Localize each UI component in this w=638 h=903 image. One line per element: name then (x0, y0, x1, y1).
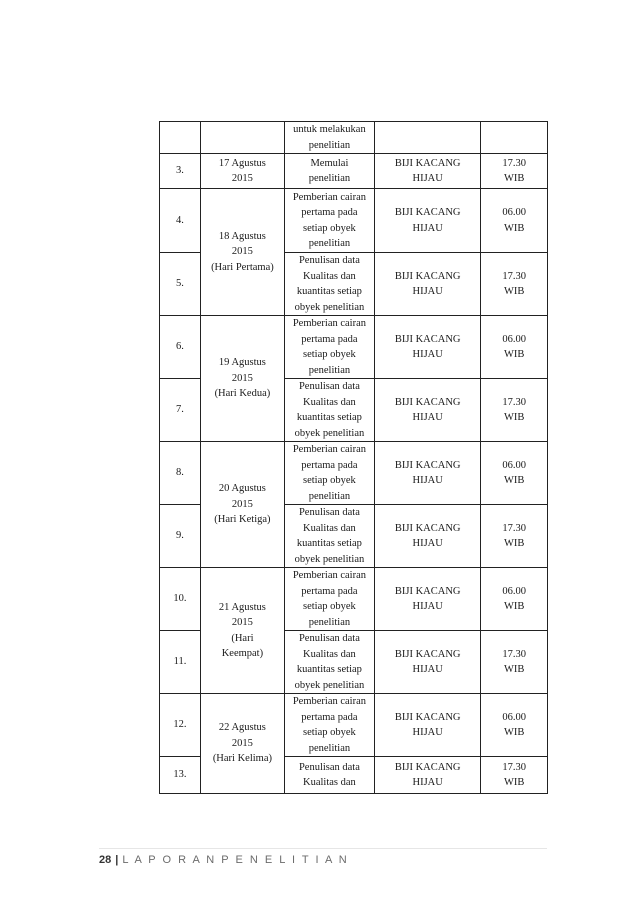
row-number: 7. (160, 379, 201, 442)
row-number: 12. (160, 694, 201, 757)
table-row (160, 442, 548, 505)
row-number (160, 122, 201, 154)
object-cell-line: HIJAU (412, 286, 443, 297)
activity-cell-line: obyek penelitian (294, 553, 365, 565)
time-cell-line: 17.30 (502, 157, 527, 169)
date-line: (Hari Pertama) (211, 261, 274, 273)
time-cell-line: WIB (504, 664, 525, 675)
activity-cell (284, 154, 374, 189)
object-cell-line: BIJI KACANG (394, 711, 461, 723)
activity-cell-line: setiap obyek (303, 601, 356, 612)
activity-cell-line: Penulisan data (298, 381, 360, 392)
activity-cell-line: pertama pada (301, 207, 358, 218)
research-schedule-table (159, 121, 548, 794)
object-cell (374, 253, 480, 316)
object-cell (374, 189, 480, 253)
time-cell (481, 694, 548, 757)
object-cell-line: HIJAU (412, 538, 443, 549)
activity-cell-line: setiap obyek (303, 727, 356, 738)
time-cell (481, 442, 548, 505)
time-cell-line: WIB (504, 412, 525, 423)
time-cell (481, 568, 548, 631)
activity-cell-line: Penulisan data (298, 633, 360, 644)
time-cell-line: 06.00 (502, 711, 527, 723)
date-cell (200, 442, 284, 568)
object-cell (374, 505, 480, 568)
page-number: 28 (99, 854, 112, 866)
activity-cell (284, 757, 374, 794)
activity-cell-line: kuantitas setiap (296, 664, 362, 675)
time-cell-line: WIB (504, 538, 525, 549)
activity-cell-line: Pemberian cairan (292, 444, 366, 455)
activity-cell-line: Kualitas dan (303, 648, 356, 660)
row-number: 10. (160, 568, 201, 631)
object-cell-line: BIJI KACANG (394, 396, 461, 408)
activity-cell (284, 379, 374, 442)
date-line: 21 Agustus (218, 601, 266, 613)
date-cell (200, 316, 284, 442)
activity-cell-line: penelitian (308, 139, 351, 151)
time-cell (481, 379, 548, 442)
object-cell (374, 379, 480, 442)
activity-cell (284, 442, 374, 505)
date-line: (Hari (231, 632, 254, 644)
activity-cell-line: kuantitas setiap (296, 412, 362, 423)
activity-cell-line: Pemberian cairan (292, 570, 366, 581)
activity-cell-line: kuantitas setiap (296, 538, 362, 549)
date-line: 17 Agustus (218, 157, 266, 169)
activity-cell-line: Kualitas dan (303, 270, 356, 282)
activity-cell-line: Pemberian cairan (292, 696, 366, 707)
table-row (160, 154, 548, 189)
object-cell-line: BIJI KACANG (394, 648, 461, 660)
activity-cell-line: pertama pada (301, 711, 358, 723)
object-cell-line: HIJAU (412, 173, 443, 184)
time-cell-line: 17.30 (502, 648, 527, 660)
time-cell (481, 189, 548, 253)
date-line: 2015 (231, 737, 253, 749)
activity-cell (284, 505, 374, 568)
activity-cell-line: penelitian (308, 742, 351, 754)
date-line: 2015 (231, 617, 253, 628)
row-number: 8. (160, 442, 201, 505)
table-row (160, 694, 548, 757)
footer-title: L A P O R A N P E N E L I T I A N (122, 854, 349, 866)
time-cell-line: 06.00 (502, 207, 527, 218)
footer-separator: | (115, 854, 119, 866)
object-cell-line: HIJAU (412, 349, 443, 360)
date-line: 22 Agustus (218, 722, 266, 734)
date-cell (200, 694, 284, 794)
activity-cell (284, 122, 374, 154)
time-cell-line: WIB (504, 727, 525, 738)
time-cell-line: 17.30 (502, 270, 527, 282)
object-cell (374, 568, 480, 631)
row-number: 11. (160, 631, 201, 694)
activity-cell-line: Pemberian cairan (292, 191, 366, 203)
object-cell-line: BIJI KACANG (394, 459, 461, 471)
activity-cell-line: pertama pada (301, 585, 358, 597)
activity-cell-line: pertama pada (301, 333, 358, 345)
date-line: 2015 (231, 498, 253, 510)
activity-cell-line: pertama pada (301, 459, 358, 471)
table-row (160, 122, 548, 154)
date-line: (Hari Kelima) (212, 753, 272, 765)
date-line: 20 Agustus (218, 483, 266, 495)
time-cell (481, 253, 548, 316)
time-cell-line: WIB (504, 173, 525, 184)
time-cell (481, 631, 548, 694)
activity-cell-line: penelitian (308, 364, 351, 376)
row-number: 9. (160, 505, 201, 568)
object-cell-line: HIJAU (412, 475, 443, 486)
activity-cell-line: penelitian (308, 616, 351, 628)
activity-cell-line: setiap obyek (303, 475, 356, 486)
activity-cell-line: kuantitas setiap (296, 286, 362, 297)
date-line: (Hari Ketiga) (214, 514, 271, 526)
time-cell-line: 17.30 (502, 761, 527, 773)
activity-cell-line: Memulai (310, 157, 349, 169)
time-cell-line: WIB (504, 475, 525, 486)
date-cell (200, 122, 284, 154)
row-number: 5. (160, 253, 201, 316)
activity-cell-line: Pemberian cairan (292, 318, 366, 329)
activity-cell (284, 316, 374, 379)
date-line: Keempat) (221, 648, 264, 659)
object-cell-line: HIJAU (412, 727, 443, 738)
activity-cell-line: Kualitas dan (303, 396, 356, 408)
activity-cell-line: obyek penelitian (294, 679, 365, 691)
row-number: 3. (160, 154, 201, 189)
time-cell-line: 17.30 (502, 396, 527, 408)
activity-cell (284, 694, 374, 757)
object-cell-line: HIJAU (412, 222, 443, 234)
footer-rule (99, 848, 547, 849)
table-row (160, 568, 548, 631)
date-cell (200, 189, 284, 316)
date-line: (Hari Kedua) (214, 388, 271, 400)
table-row (160, 189, 548, 253)
date-line: 19 Agustus (218, 357, 266, 369)
activity-cell-line: setiap obyek (303, 222, 356, 234)
object-cell (374, 316, 480, 379)
date-cell (200, 154, 284, 189)
object-cell-line: HIJAU (412, 412, 443, 423)
time-cell-line: WIB (504, 349, 525, 360)
time-cell (481, 505, 548, 568)
time-cell-line: 06.00 (502, 459, 527, 471)
activity-cell (284, 568, 374, 631)
object-cell-line: BIJI KACANG (394, 522, 461, 534)
activity-cell-line: setiap obyek (303, 349, 356, 360)
time-cell-line: WIB (504, 777, 525, 788)
time-cell (481, 316, 548, 379)
object-cell-line: HIJAU (412, 601, 443, 612)
date-line: 2015 (231, 173, 253, 184)
row-number: 13. (160, 757, 201, 794)
activity-cell-line: Kualitas dan (303, 522, 356, 534)
activity-cell-line: untuk melakukan (293, 124, 366, 135)
activity-cell-line: Penulisan data (298, 507, 360, 518)
time-cell (481, 154, 548, 189)
activity-cell (284, 253, 374, 316)
object-cell-line: BIJI KACANG (394, 333, 461, 345)
object-cell-line: BIJI KACANG (394, 157, 461, 169)
object-cell-line: HIJAU (412, 664, 443, 675)
time-cell-line: WIB (504, 286, 525, 297)
page-footer (99, 854, 349, 866)
time-cell-line: 06.00 (502, 333, 527, 345)
object-cell (374, 122, 480, 154)
date-line: 2015 (231, 246, 253, 258)
object-cell-line: BIJI KACANG (394, 207, 461, 218)
object-cell (374, 757, 480, 794)
activity-cell-line: Kualitas dan (303, 777, 356, 788)
object-cell (374, 631, 480, 694)
object-cell (374, 154, 480, 189)
time-cell-line: WIB (504, 601, 525, 612)
row-number: 4. (160, 189, 201, 253)
table-row (160, 316, 548, 379)
activity-cell-line: Penulisan data (298, 255, 360, 266)
time-cell (481, 757, 548, 794)
object-cell-line: BIJI KACANG (394, 270, 461, 282)
activity-cell-line: penelitian (308, 173, 351, 184)
activity-cell-line: obyek penelitian (294, 427, 365, 439)
activity-cell (284, 631, 374, 694)
activity-cell-line: Penulisan data (298, 761, 360, 773)
activity-cell-line: obyek penelitian (294, 301, 365, 313)
object-cell-line: BIJI KACANG (394, 585, 461, 597)
activity-cell-line: penelitian (308, 490, 351, 502)
date-cell (200, 568, 284, 694)
object-cell-line: HIJAU (412, 777, 443, 788)
time-cell-line: WIB (504, 222, 525, 234)
time-cell (481, 122, 548, 154)
row-number: 6. (160, 316, 201, 379)
date-line: 2015 (231, 372, 253, 384)
date-line: 18 Agustus (218, 230, 266, 242)
time-cell-line: 17.30 (502, 522, 527, 534)
object-cell-line: BIJI KACANG (394, 761, 461, 773)
object-cell (374, 442, 480, 505)
activity-cell-line: penelitian (308, 238, 351, 249)
time-cell-line: 06.00 (502, 585, 527, 597)
activity-cell (284, 189, 374, 253)
object-cell (374, 694, 480, 757)
